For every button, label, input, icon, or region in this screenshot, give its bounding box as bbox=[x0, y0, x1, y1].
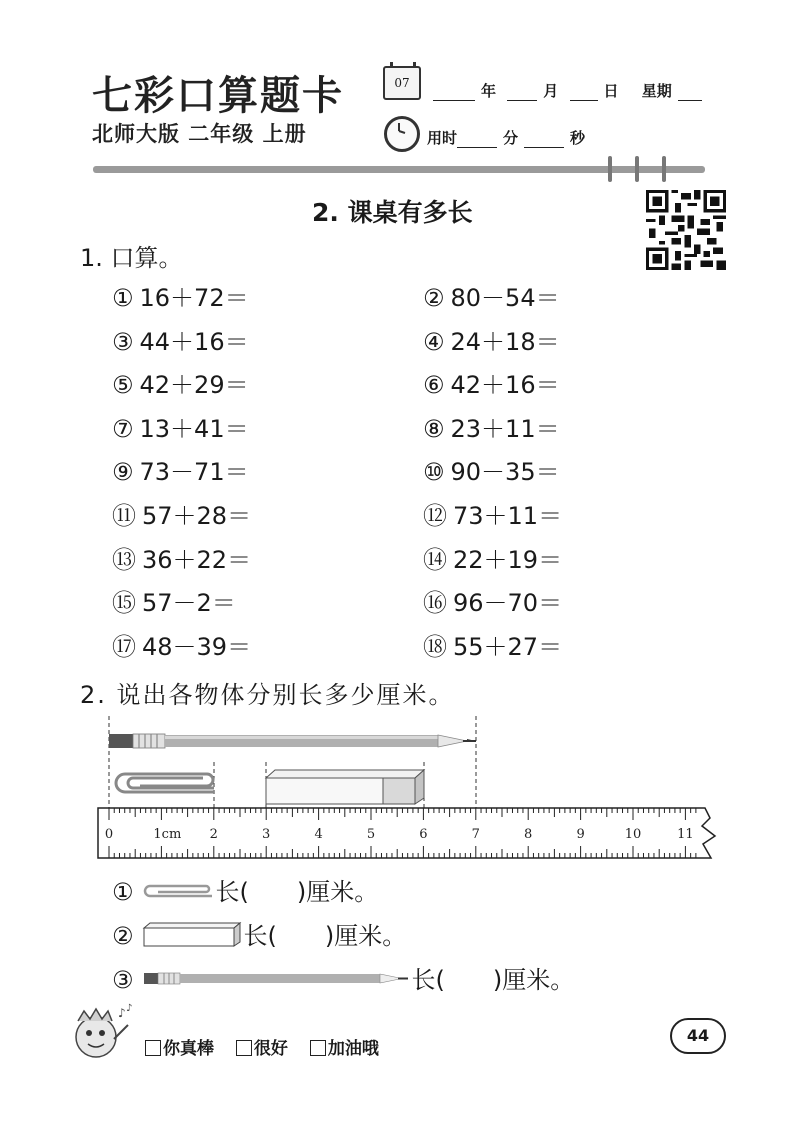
problem-expression: 16＋72＝ bbox=[139, 284, 249, 312]
problem-number: ⑪ bbox=[112, 502, 136, 530]
second-blank[interactable] bbox=[524, 133, 564, 148]
ruler-label: 5 bbox=[366, 827, 376, 842]
problem-number: ⑮ bbox=[112, 589, 136, 618]
answer-number: ① bbox=[112, 878, 134, 906]
problem-number: ③ bbox=[112, 327, 134, 356]
problem-number: ④ bbox=[423, 327, 445, 356]
ruler-label: 6 bbox=[419, 827, 428, 842]
problem-item bbox=[423, 322, 560, 357]
minute-label: 分 bbox=[503, 129, 519, 147]
time-used-label: 用时 bbox=[427, 129, 458, 147]
paperclip-icon bbox=[116, 774, 214, 792]
problem-item bbox=[423, 409, 560, 444]
problem-item bbox=[423, 627, 562, 662]
weekday-blank[interactable] bbox=[678, 86, 702, 101]
problem-item bbox=[112, 583, 236, 618]
problem-item bbox=[112, 452, 249, 487]
lesson-title: 2. 课桌有多长 bbox=[312, 198, 473, 227]
rating-options bbox=[145, 1034, 379, 1059]
problem-expression: 90－35＝ bbox=[450, 458, 560, 487]
problem-expression: 23＋11＝ bbox=[450, 414, 560, 443]
ruler-label: 11 bbox=[677, 827, 694, 842]
problem-expression: 57＋28＝ bbox=[142, 502, 252, 530]
problem-expression: 24＋18＝ bbox=[450, 327, 560, 356]
problem-number: ⑩ bbox=[423, 458, 445, 487]
problem-item bbox=[423, 452, 560, 487]
eraser-icon bbox=[266, 770, 424, 804]
problem-expression: 22＋19＝ bbox=[453, 545, 563, 574]
problem-number: ⑧ bbox=[423, 414, 445, 443]
answer-text[interactable]: 长( )厘米。 bbox=[243, 922, 407, 950]
answer-text[interactable]: 长( )厘米。 bbox=[215, 878, 379, 906]
problem-number: ⑨ bbox=[112, 458, 134, 487]
pencil-icon bbox=[142, 969, 410, 989]
binder-ring bbox=[608, 156, 612, 182]
rating-option[interactable]: 很好 bbox=[236, 1039, 288, 1059]
second-label: 秒 bbox=[570, 129, 586, 147]
problem-item bbox=[112, 627, 251, 662]
answer-number: ② bbox=[112, 922, 134, 950]
ruler-label: 4 bbox=[314, 827, 323, 842]
problem-number: ⑬ bbox=[112, 545, 136, 574]
problem-number: ⑦ bbox=[112, 414, 134, 443]
ruler-label: 1cm bbox=[153, 827, 182, 842]
problem-item bbox=[423, 583, 562, 618]
problem-number: ② bbox=[423, 284, 445, 312]
problem-expression: 44＋16＝ bbox=[139, 327, 249, 356]
calendar-icon bbox=[383, 66, 421, 100]
qr-code-icon[interactable] bbox=[646, 190, 726, 270]
weekday-label: 星期 bbox=[641, 82, 672, 100]
brand-logo: 七彩口算题卡 bbox=[92, 72, 344, 119]
header-divider bbox=[93, 166, 705, 173]
calendar-day: 07 bbox=[394, 76, 410, 90]
problem-expression: 48－39＝ bbox=[142, 632, 252, 661]
year-label: 年 bbox=[481, 82, 497, 100]
problem-item bbox=[423, 496, 562, 531]
binder-ring bbox=[635, 156, 639, 182]
problem-expression: 36＋22＝ bbox=[142, 545, 252, 574]
checkbox[interactable] bbox=[236, 1040, 252, 1056]
problem-number: ① bbox=[112, 284, 134, 312]
problem-item bbox=[112, 365, 249, 400]
checkbox[interactable] bbox=[310, 1040, 326, 1056]
problem-number: ⑫ bbox=[423, 502, 447, 530]
year-blank[interactable] bbox=[433, 86, 475, 101]
ruler-label: 2 bbox=[209, 827, 218, 842]
problem-expression: 73－71＝ bbox=[139, 458, 249, 487]
problem-expression: 55＋27＝ bbox=[453, 632, 563, 661]
ruler-label: 0 bbox=[104, 827, 114, 842]
problem-number: ⑥ bbox=[423, 371, 445, 400]
problem-expression: 96－70＝ bbox=[453, 589, 563, 618]
checkbox[interactable] bbox=[145, 1040, 161, 1056]
problem-item bbox=[112, 496, 251, 531]
problem-expression: 42＋16＝ bbox=[450, 371, 560, 400]
problem-number: ⑭ bbox=[423, 545, 447, 574]
date-line bbox=[427, 80, 708, 101]
problem-item bbox=[112, 322, 249, 357]
problem-expression: 42＋29＝ bbox=[139, 371, 249, 400]
answer-item bbox=[112, 960, 574, 995]
rating-option[interactable]: 加油哦 bbox=[310, 1039, 379, 1059]
time-line bbox=[427, 127, 585, 148]
ruler-label: 3 bbox=[262, 827, 271, 842]
edition-label: 北师大版 二年级 上册 bbox=[92, 122, 307, 146]
problem-expression: 13＋41＝ bbox=[139, 414, 249, 443]
problem-item bbox=[423, 365, 560, 400]
problem-item bbox=[112, 278, 249, 313]
answer-item bbox=[112, 872, 378, 907]
rating-option[interactable]: 你真棒 bbox=[145, 1039, 214, 1059]
answer-text[interactable]: 长( )厘米。 bbox=[411, 966, 575, 994]
page-number: 44 bbox=[670, 1018, 726, 1054]
month-blank[interactable] bbox=[507, 86, 537, 101]
problem-item bbox=[112, 409, 249, 444]
problem-number: ⑰ bbox=[112, 632, 136, 661]
ruler-label: 8 bbox=[524, 827, 533, 842]
mascot-icon bbox=[66, 1003, 136, 1067]
svg-text:♪: ♪ bbox=[126, 1003, 133, 1014]
problem-number: ⑱ bbox=[423, 632, 447, 661]
ruler-label: 10 bbox=[624, 827, 642, 842]
day-label: 日 bbox=[603, 82, 619, 100]
eraser-icon bbox=[142, 920, 242, 948]
pencil-icon bbox=[109, 734, 476, 748]
clock-icon bbox=[384, 116, 420, 152]
problem-number: ⑤ bbox=[112, 371, 134, 400]
problem-expression: 57－2＝ bbox=[142, 589, 236, 618]
answer-number: ③ bbox=[112, 966, 134, 994]
section2-title: 2. 说出各物体分别长多少厘米。 bbox=[80, 681, 455, 709]
ruler bbox=[98, 808, 715, 858]
problem-number: ⑯ bbox=[423, 589, 447, 618]
problem-expression: 80－54＝ bbox=[450, 284, 560, 312]
minute-blank[interactable] bbox=[457, 133, 497, 148]
problem-expression: 73＋11＝ bbox=[453, 502, 563, 530]
section1-title: 1. 口算。 bbox=[80, 244, 183, 272]
ruler-label: 9 bbox=[576, 827, 585, 842]
paperclip-icon bbox=[142, 881, 214, 901]
problem-item bbox=[112, 540, 251, 575]
svg-text:♪: ♪ bbox=[118, 1006, 126, 1020]
ruler-label: 7 bbox=[471, 827, 480, 842]
day-blank[interactable] bbox=[570, 86, 598, 101]
binder-ring bbox=[662, 156, 666, 182]
problem-item bbox=[423, 278, 560, 313]
measuring-figure bbox=[95, 712, 730, 862]
answer-item bbox=[112, 916, 406, 954]
month-label: 月 bbox=[543, 82, 559, 100]
problem-item bbox=[423, 540, 562, 575]
